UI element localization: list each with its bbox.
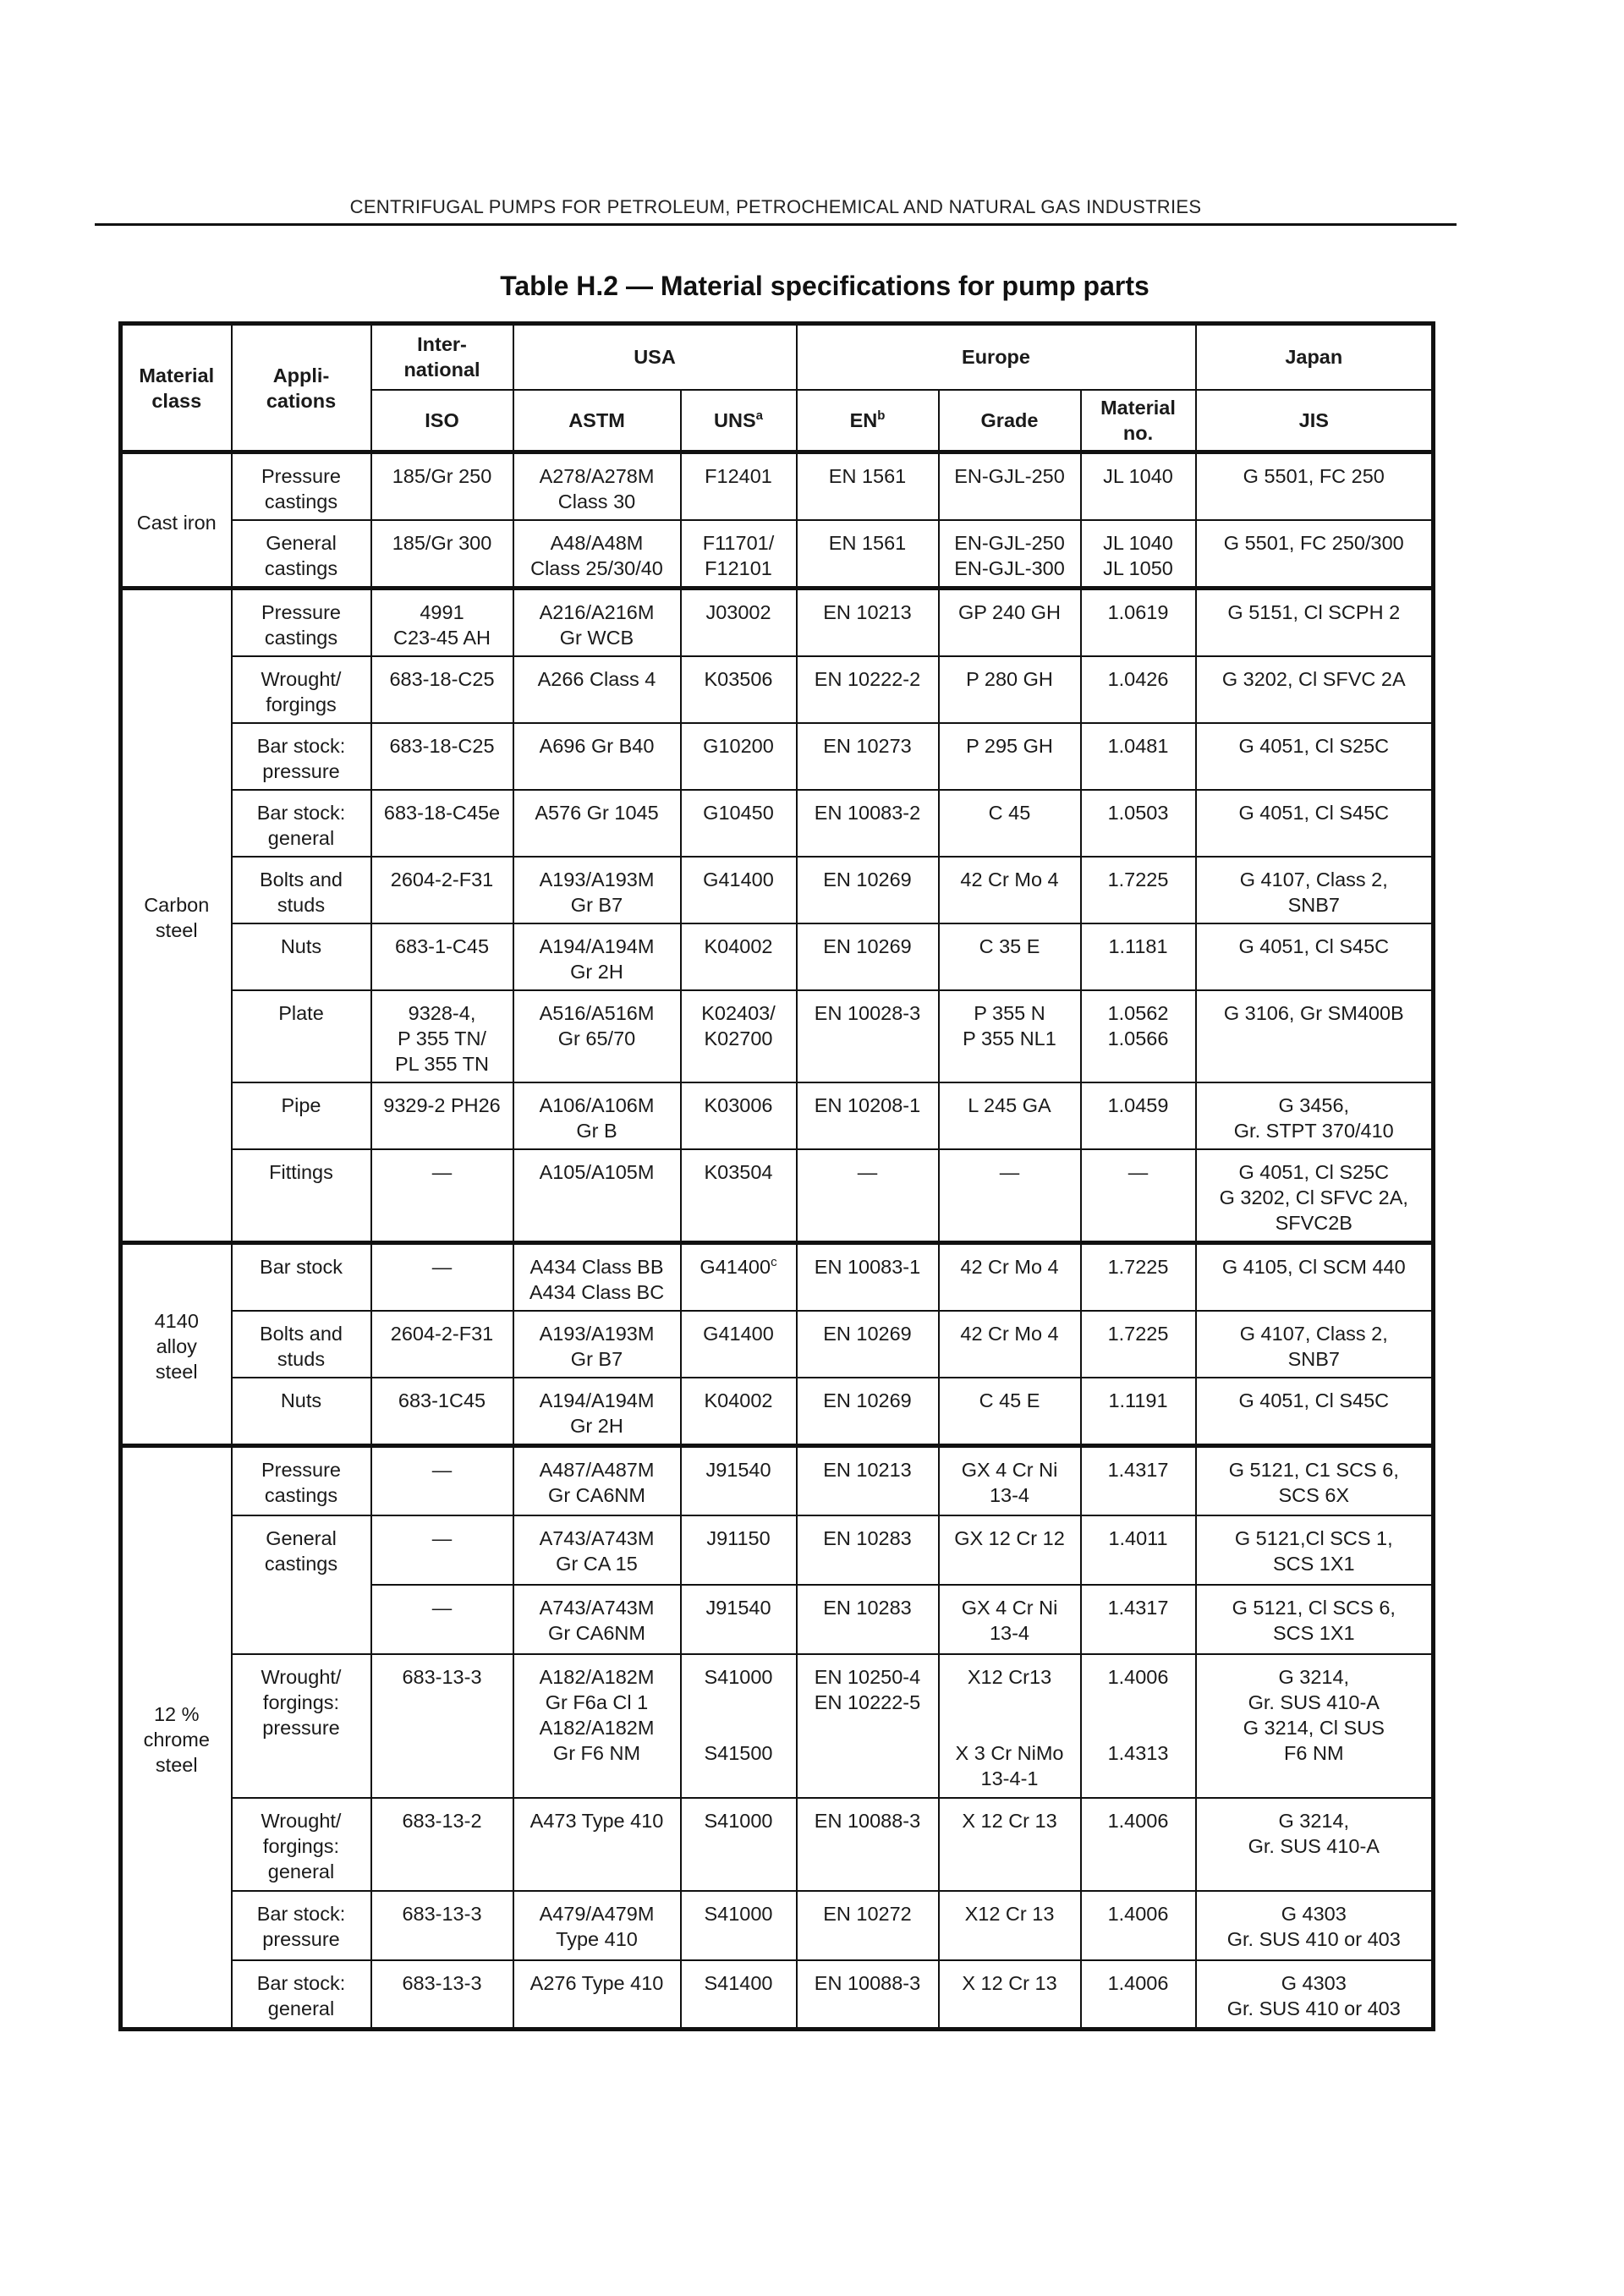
table-row	[121, 790, 1434, 857]
application-cell: Pressure castings	[232, 452, 371, 521]
header-grade: Grade	[939, 390, 1081, 452]
en-cell: —	[797, 1149, 939, 1243]
application-cell: Pipe	[232, 1082, 371, 1149]
table-row	[121, 452, 1434, 521]
en-cell: EN 10269	[797, 1378, 939, 1446]
iso-cell: 683-13-2	[371, 1798, 513, 1891]
header-applications: Appli- cations	[232, 324, 371, 452]
jis-cell: G 4303 Gr. SUS 410 or 403	[1196, 1960, 1434, 2030]
uns-footnote: c	[771, 1255, 777, 1270]
material-no-cell: 1.4011	[1081, 1515, 1196, 1585]
jis-cell: G 4051, Cl S45C	[1196, 1378, 1434, 1446]
astm-cell: A216/A216M Gr WCB	[513, 589, 681, 657]
application-cell: Bar stock: pressure	[232, 723, 371, 790]
uns-cell: K02403/ K02700	[681, 990, 797, 1082]
astm-cell: A193/A193M Gr B7	[513, 1311, 681, 1378]
header-international: Inter- national	[371, 324, 513, 390]
material-no-cell: 1.4317	[1081, 1585, 1196, 1654]
application-cell: Bar stock: general	[232, 790, 371, 857]
uns-cell	[681, 1243, 797, 1312]
uns-cell: J03002	[681, 589, 797, 657]
grade-cell: 42 Cr Mo 4	[939, 1311, 1081, 1378]
application-cell: Nuts	[232, 1378, 371, 1446]
astm-cell: A276 Type 410	[513, 1960, 681, 2030]
application-cell: Wrought/ forgings: pressure	[232, 1654, 371, 1798]
astm-cell: A278/A278M Class 30	[513, 452, 681, 521]
astm-cell: A193/A193M Gr B7	[513, 857, 681, 923]
en-cell: EN 10208-1	[797, 1082, 939, 1149]
en-cell: EN 10250-4 EN 10222-5	[797, 1654, 939, 1798]
iso-cell: 683-1-C45	[371, 923, 513, 990]
material-group	[121, 589, 1434, 1243]
uns-cell: G10450	[681, 790, 797, 857]
material-no-cell: 1.4006 1.4313	[1081, 1654, 1196, 1798]
uns-cell: J91150	[681, 1515, 797, 1585]
iso-cell: 683-13-3	[371, 1891, 513, 1960]
material-no-cell: 1.4006	[1081, 1798, 1196, 1891]
grade-cell: X 12 Cr 13	[939, 1960, 1081, 2030]
application-cell: Wrought/ forgings: general	[232, 1798, 371, 1891]
grade-cell: C 35 E	[939, 923, 1081, 990]
en-cell: EN 10269	[797, 1311, 939, 1378]
jis-cell: G 5121, C1 SCS 6, SCS 6X	[1196, 1446, 1434, 1515]
header-usa: USA	[513, 324, 797, 390]
header-en-label: EN	[849, 408, 878, 431]
iso-cell: 683-13-3	[371, 1960, 513, 2030]
iso-cell: 4991 C23-45 AH	[371, 589, 513, 657]
astm-cell: A434 Class BB A434 Class BC	[513, 1243, 681, 1312]
material-group	[121, 1243, 1434, 1446]
material-no-cell: 1.0619	[1081, 589, 1196, 657]
header-uns-footnote: a	[755, 408, 763, 423]
material-table-wrapper	[118, 321, 1431, 2031]
en-cell: EN 10222-2	[797, 656, 939, 723]
application-cell: Bar stock: general	[232, 1960, 371, 2030]
table-row	[121, 723, 1434, 790]
astm-cell: A743/A743M Gr CA6NM	[513, 1585, 681, 1654]
header-uns	[681, 390, 797, 452]
header-rule	[95, 223, 1457, 226]
header-en-footnote: b	[877, 408, 886, 423]
header-material-class: Material class	[121, 324, 232, 452]
header-en	[797, 390, 939, 452]
application-cell: Plate	[232, 990, 371, 1082]
table-row	[121, 1891, 1434, 1960]
table-title: Table H.2 — Material specifications for pump parts	[500, 271, 1149, 301]
material-no-cell: 1.0426	[1081, 656, 1196, 723]
grade-cell: GP 240 GH	[939, 589, 1081, 657]
astm-cell: A106/A106M Gr B	[513, 1082, 681, 1149]
iso-cell: 185/Gr 300	[371, 520, 513, 589]
material-group	[121, 452, 1434, 589]
application-cell: Bolts and studs	[232, 1311, 371, 1378]
material-class-cell: 12 % chrome steel	[121, 1446, 232, 2030]
material-no-cell: 1.1191	[1081, 1378, 1196, 1446]
grade-cell: C 45 E	[939, 1378, 1081, 1446]
astm-cell: A473 Type 410	[513, 1798, 681, 1891]
grade-cell: GX 4 Cr Ni 13-4	[939, 1446, 1081, 1515]
uns-cell: F12401	[681, 452, 797, 521]
uns-cell: F11701/ F12101	[681, 520, 797, 589]
astm-cell: A487/A487M Gr CA6NM	[513, 1446, 681, 1515]
uns-cell: S41000	[681, 1891, 797, 1960]
grade-cell: EN-GJL-250	[939, 452, 1081, 521]
en-cell: EN 10269	[797, 923, 939, 990]
application-cell: Fittings	[232, 1149, 371, 1243]
uns-cell: K03504	[681, 1149, 797, 1243]
material-specifications-table	[118, 321, 1435, 2031]
header-iso: ISO	[371, 390, 513, 452]
material-no-cell: 1.4317	[1081, 1446, 1196, 1515]
header-astm: ASTM	[513, 390, 681, 452]
jis-cell: G 4107, Class 2, SNB7	[1196, 857, 1434, 923]
table-row	[121, 589, 1434, 657]
table-row	[121, 520, 1434, 589]
material-no-cell: 1.7225	[1081, 857, 1196, 923]
en-cell: EN 10273	[797, 723, 939, 790]
jis-cell: G 5121,Cl SCS 1, SCS 1X1	[1196, 1515, 1434, 1585]
uns-cell: K03006	[681, 1082, 797, 1149]
material-no-cell: JL 1040	[1081, 452, 1196, 521]
jis-cell: G 4051, Cl S25C G 3202, Cl SFVC 2A, SFVC2B	[1196, 1149, 1434, 1243]
material-group	[121, 1446, 1434, 2030]
grade-cell: X 12 Cr 13	[939, 1798, 1081, 1891]
uns-cell: J91540	[681, 1585, 797, 1654]
jis-cell: G 3214, Gr. SUS 410-A	[1196, 1798, 1434, 1891]
table-row	[121, 923, 1434, 990]
en-cell: EN 1561	[797, 452, 939, 521]
en-cell: EN 10283	[797, 1515, 939, 1585]
running-header: CENTRIFUGAL PUMPS FOR PETROLEUM, PETROCHEMICAL AND NATURAL GAS INDUSTRIES	[349, 196, 1202, 217]
jis-cell: G 4051, Cl S45C	[1196, 923, 1434, 990]
iso-cell: —	[371, 1585, 513, 1654]
material-no-cell: 1.0503	[1081, 790, 1196, 857]
astm-cell: A182/A182M Gr F6a Cl 1 A182/A182M Gr F6 NM	[513, 1654, 681, 1798]
en-cell: EN 10083-2	[797, 790, 939, 857]
material-no-cell: 1.0481	[1081, 723, 1196, 790]
iso-cell: 683-1C45	[371, 1378, 513, 1446]
jis-cell: G 4051, Cl S45C	[1196, 790, 1434, 857]
iso-cell: —	[371, 1515, 513, 1585]
application-cell: Bar stock	[232, 1243, 371, 1312]
table-row	[121, 1446, 1434, 1515]
grade-cell: L 245 GA	[939, 1082, 1081, 1149]
jis-cell: G 5121, Cl SCS 6, SCS 1X1	[1196, 1585, 1434, 1654]
grade-cell: GX 4 Cr Ni 13-4	[939, 1585, 1081, 1654]
jis-cell: G 3202, Cl SFVC 2A	[1196, 656, 1434, 723]
table-row	[121, 656, 1434, 723]
grade-cell: GX 12 Cr 12	[939, 1515, 1081, 1585]
iso-cell: —	[371, 1446, 513, 1515]
uns-cell: S41000	[681, 1798, 797, 1891]
astm-cell: A266 Class 4	[513, 656, 681, 723]
jis-cell: G 4107, Class 2, SNB7	[1196, 1311, 1434, 1378]
jis-cell: G 4105, Cl SCM 440	[1196, 1243, 1434, 1312]
material-no-cell: 1.0459	[1081, 1082, 1196, 1149]
uns-cell: K04002	[681, 1378, 797, 1446]
uns-cell: K04002	[681, 923, 797, 990]
application-cell: Bar stock: pressure	[232, 1891, 371, 1960]
jis-cell: G 4303 Gr. SUS 410 or 403	[1196, 1891, 1434, 1960]
astm-cell: A105/A105M	[513, 1149, 681, 1243]
material-no-cell: JL 1040 JL 1050	[1081, 520, 1196, 589]
iso-cell: 2604-2-F31	[371, 857, 513, 923]
jis-cell: G 3106, Gr SM400B	[1196, 990, 1434, 1082]
astm-cell: A479/A479M Type 410	[513, 1891, 681, 1960]
uns-cell: G41400	[681, 857, 797, 923]
grade-cell: 42 Cr Mo 4	[939, 857, 1081, 923]
header-japan: Japan	[1196, 324, 1434, 390]
jis-cell: G 4051, Cl S25C	[1196, 723, 1434, 790]
en-cell: EN 10088-3	[797, 1960, 939, 2030]
iso-cell: 683-18-C25	[371, 656, 513, 723]
application-cell: General castings	[232, 1515, 371, 1654]
application-cell: Pressure castings	[232, 1446, 371, 1515]
table-row	[121, 1798, 1434, 1891]
iso-cell: —	[371, 1149, 513, 1243]
en-cell: EN 10088-3	[797, 1798, 939, 1891]
en-cell: EN 10272	[797, 1891, 939, 1960]
material-no-cell: 1.7225	[1081, 1311, 1196, 1378]
grade-cell: EN-GJL-250 EN-GJL-300	[939, 520, 1081, 589]
astm-cell: A48/A48M Class 25/30/40	[513, 520, 681, 589]
en-cell: EN 10213	[797, 1446, 939, 1515]
grade-cell: 42 Cr Mo 4	[939, 1243, 1081, 1312]
astm-cell: A743/A743M Gr CA 15	[513, 1515, 681, 1585]
uns-cell: S41000 S41500	[681, 1654, 797, 1798]
material-no-cell: 1.0562 1.0566	[1081, 990, 1196, 1082]
en-cell: EN 10028-3	[797, 990, 939, 1082]
iso-cell: 683-18-C45e	[371, 790, 513, 857]
en-cell: EN 1561	[797, 520, 939, 589]
iso-cell: 683-13-3	[371, 1654, 513, 1798]
astm-cell: A516/A516M Gr 65/70	[513, 990, 681, 1082]
table-row	[121, 1654, 1434, 1798]
en-cell: EN 10213	[797, 589, 939, 657]
uns-cell: G10200	[681, 723, 797, 790]
uns-cell: S41400	[681, 1960, 797, 2030]
iso-cell: 683-18-C25	[371, 723, 513, 790]
application-cell: General castings	[232, 520, 371, 589]
uns-cell: J91540	[681, 1446, 797, 1515]
astm-cell: A576 Gr 1045	[513, 790, 681, 857]
jis-cell: G 3456, Gr. STPT 370/410	[1196, 1082, 1434, 1149]
jis-cell: G 5501, FC 250/300	[1196, 520, 1434, 589]
en-cell: EN 10269	[797, 857, 939, 923]
jis-cell: G 3214, Gr. SUS 410-A G 3214, Cl SUS F6 NM	[1196, 1654, 1434, 1798]
material-no-cell: 1.4006	[1081, 1891, 1196, 1960]
grade-cell: X12 Cr 13	[939, 1891, 1081, 1960]
table-row	[121, 1515, 1434, 1585]
en-cell: EN 10083-1	[797, 1243, 939, 1312]
material-no-cell: 1.7225	[1081, 1243, 1196, 1312]
table-row	[121, 1082, 1434, 1149]
application-cell: Nuts	[232, 923, 371, 990]
en-cell: EN 10283	[797, 1585, 939, 1654]
table-row	[121, 990, 1434, 1082]
iso-cell: 9328-4, P 355 TN/ PL 355 TN	[371, 990, 513, 1082]
header-uns-label: UNS	[714, 408, 756, 431]
jis-cell: G 5501, FC 250	[1196, 452, 1434, 521]
grade-cell: X12 Cr13 X 3 Cr NiMo 13-4-1	[939, 1654, 1081, 1798]
application-cell: Wrought/ forgings	[232, 656, 371, 723]
jis-cell: G 5151, Cl SCPH 2	[1196, 589, 1434, 657]
material-class-cell: 4140 alloy steel	[121, 1243, 232, 1446]
table-row	[121, 1960, 1434, 2030]
grade-cell: P 355 N P 355 NL1	[939, 990, 1081, 1082]
application-cell: Bolts and studs	[232, 857, 371, 923]
table-row	[121, 857, 1434, 923]
material-no-cell: —	[1081, 1149, 1196, 1243]
material-class-cell: Carbon steel	[121, 589, 232, 1243]
material-no-cell: 1.1181	[1081, 923, 1196, 990]
material-no-cell: 1.4006	[1081, 1960, 1196, 2030]
application-cell: Pressure castings	[232, 589, 371, 657]
astm-cell: A696 Gr B40	[513, 723, 681, 790]
astm-cell: A194/A194M Gr 2H	[513, 923, 681, 990]
table-row	[121, 1311, 1434, 1378]
material-class-cell: Cast iron	[121, 452, 232, 589]
uns-cell: K03506	[681, 656, 797, 723]
iso-cell: 185/Gr 250	[371, 452, 513, 521]
table-row	[121, 1243, 1434, 1312]
grade-cell: P 295 GH	[939, 723, 1081, 790]
grade-cell: —	[939, 1149, 1081, 1243]
iso-cell: —	[371, 1243, 513, 1312]
astm-cell: A194/A194M Gr 2H	[513, 1378, 681, 1446]
table-row	[121, 1149, 1434, 1243]
grade-cell: P 280 GH	[939, 656, 1081, 723]
uns-value: G41400	[700, 1256, 771, 1278]
table-row	[121, 1378, 1434, 1446]
uns-cell: G41400	[681, 1311, 797, 1378]
header-material-no: Material no.	[1081, 390, 1196, 452]
grade-cell: C 45	[939, 790, 1081, 857]
iso-cell: 9329-2 PH26	[371, 1082, 513, 1149]
header-jis: JIS	[1196, 390, 1434, 452]
header-europe: Europe	[797, 324, 1196, 390]
iso-cell: 2604-2-F31	[371, 1311, 513, 1378]
